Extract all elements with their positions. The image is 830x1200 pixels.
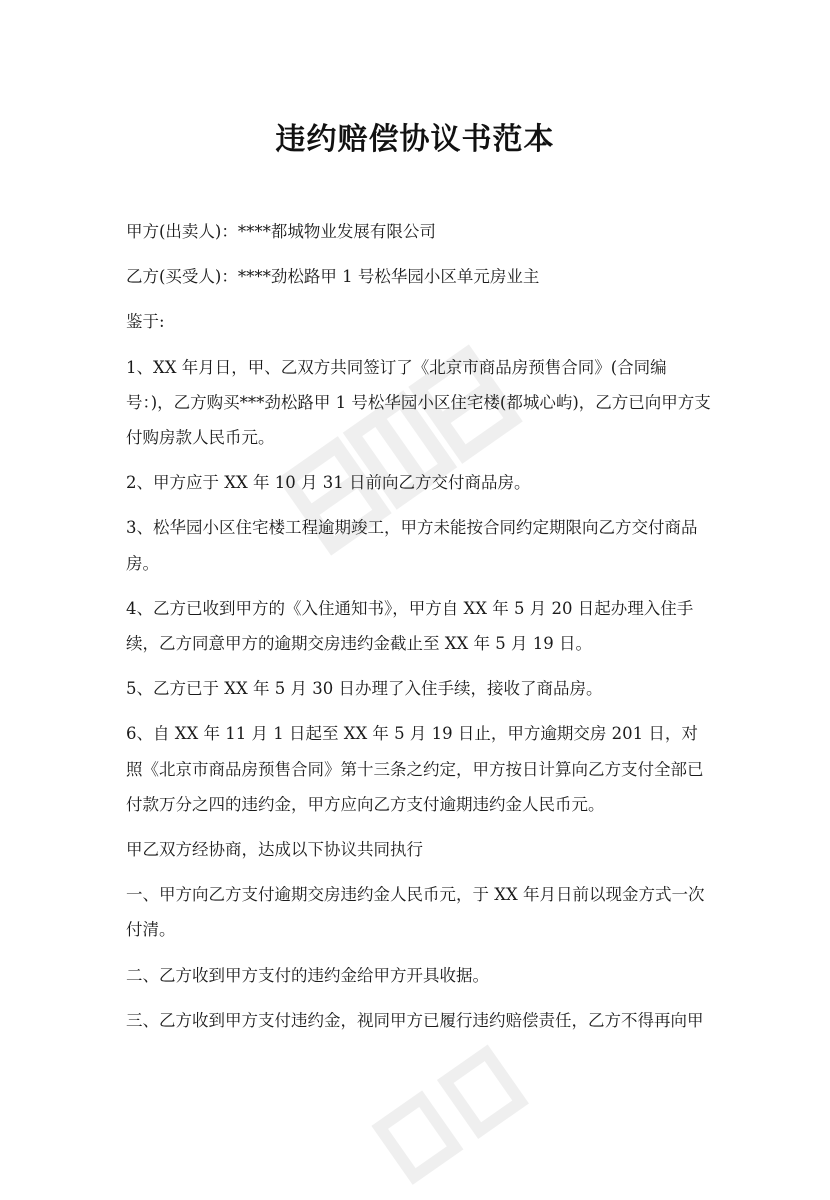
- agreement-item-3: 三、乙方收到甲方支付违约金，视同甲方已履行违约赔偿责任，乙方不得再向甲: [126, 1010, 704, 1030]
- agreement-intro: 甲乙双方经协商，达成以下协议共同执行: [126, 840, 423, 860]
- clause-2: 2、甲方应于 XX 年 10 月 31 日前向乙方交付商品房。: [126, 473, 531, 493]
- clause-3: 3、松华园小区住宅楼工程逾期竣工，甲方未能按合同约定期限向乙方交付商品房。: [126, 518, 698, 573]
- document-body: [126, 214, 712, 1048]
- clause-1: 1、XX 年月日，甲、乙双方共同签订了《北京市商品房预售合同》(合同编号：)，乙方购买***劲松路甲 1 号松华园小区住宅楼(都城心屿)，乙方已向甲方支付购房款人民币元。: [126, 357, 711, 448]
- clause-6: 6、自 XX 年 11 月 1 日起至 XX 年 5 月 19 日止，甲方逾期交房 201 日，对照《北京市商品房预售合同》第十三条之约定，甲方按日计算向乙方支付全部已付款万分之四的违约金，甲方应向乙方支付逾期违约金人民币元。: [126, 724, 704, 814]
- watermark-graphic-bottom: [360, 1040, 560, 1200]
- clause-5: 5、乙方已于 XX 年 5 月 30 日办理了入住手续，接收了商品房。: [126, 679, 603, 699]
- agreement-item-1: 一、甲方向乙方支付逾期交房违约金人民币元，于 XX 年月日前以现金方式一次付清。: [126, 885, 705, 940]
- party-a-line: 甲方(出卖人)：****都城物业发展有限公司: [126, 222, 436, 241]
- agreement-item-2: 二、乙方收到甲方支付的违约金给甲方开具收据。: [126, 965, 489, 985]
- whereas-heading: 鉴于:: [126, 312, 165, 332]
- document-title: 违约赔偿协议书范本: [275, 122, 555, 157]
- clause-4: 4、乙方已收到甲方的《入住通知书》，甲方自 XX 年 5 月 20 日起办理入住手续，乙方同意甲方的逾期交房违约金截止至 XX 年 5 月 19 日。: [126, 598, 694, 654]
- party-b-line: 乙方(买受人)：****劲松路甲 1 号松华园小区单元房业主: [126, 267, 540, 287]
